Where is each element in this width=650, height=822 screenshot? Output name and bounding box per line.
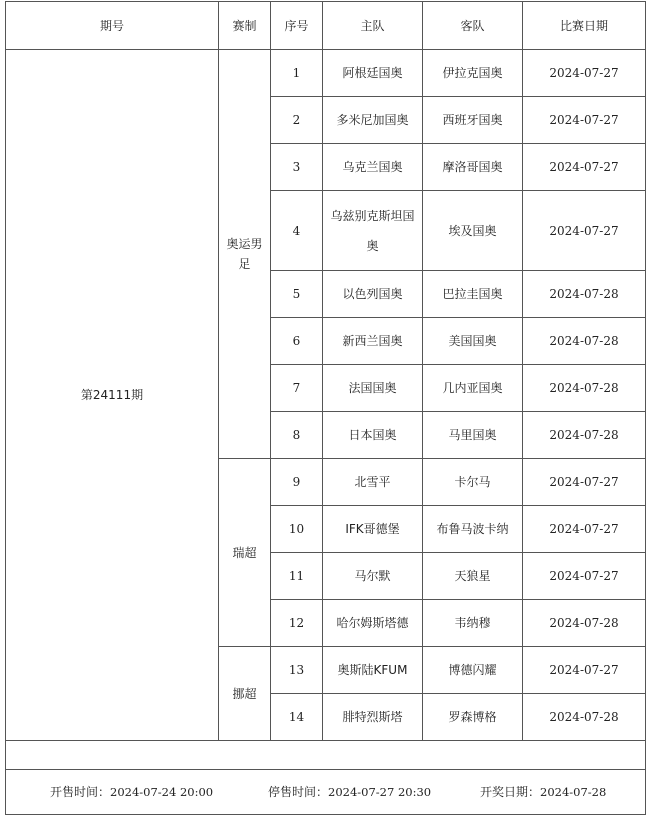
home-team: 法国国奥	[323, 365, 423, 412]
away-team: 埃及国奥	[423, 191, 523, 271]
draw-date-label: 开奖日期：	[480, 785, 541, 799]
home-team: 以色列国奥	[323, 271, 423, 318]
home-team: 阿根廷国奥	[323, 50, 423, 97]
match-date: 2024-07-28	[523, 318, 646, 365]
match-date: 2024-07-28	[523, 412, 646, 459]
away-team: 天狼星	[423, 553, 523, 600]
seq-cell: 11	[271, 553, 323, 600]
header-seq: 序号	[271, 2, 323, 50]
home-team: 多米尼加国奥	[323, 97, 423, 144]
away-team: 韦纳穆	[423, 600, 523, 647]
seq-cell: 14	[271, 694, 323, 741]
seq-cell: 5	[271, 271, 323, 318]
header-row	[6, 2, 646, 50]
header-period: 期号	[6, 2, 219, 50]
competition-olympic	[219, 50, 271, 459]
competition-olympic-label: 奥运男足	[226, 237, 263, 271]
match-date: 2024-07-27	[523, 191, 646, 271]
away-team: 卡尔马	[423, 459, 523, 506]
seq-cell: 6	[271, 318, 323, 365]
home-team: 奥斯陆KFUM	[323, 647, 423, 694]
blank-row	[6, 741, 646, 770]
seq-cell: 9	[271, 459, 323, 506]
period-cell: 第24111期	[6, 50, 219, 741]
match-date: 2024-07-27	[523, 144, 646, 191]
match-date: 2024-07-28	[523, 365, 646, 412]
seq-cell: 3	[271, 144, 323, 191]
header-home: 主队	[323, 2, 423, 50]
away-team: 西班牙国奥	[423, 97, 523, 144]
away-team: 巴拉圭国奥	[423, 271, 523, 318]
match-date: 2024-07-28	[523, 271, 646, 318]
match-date: 2024-07-27	[523, 459, 646, 506]
home-team: 马尔默	[323, 553, 423, 600]
footer-cell	[6, 770, 646, 815]
seq-cell: 1	[271, 50, 323, 97]
sale-start-value: 2024-07-24 20:00	[110, 785, 214, 799]
sale-stop-label: 停售时间：	[268, 785, 329, 799]
away-team: 博德闪耀	[423, 647, 523, 694]
match-date: 2024-07-27	[523, 647, 646, 694]
header-date: 比赛日期	[523, 2, 646, 50]
sale-start	[50, 782, 213, 802]
home-team: 腓特烈斯塔	[323, 694, 423, 741]
sale-start-label: 开售时间：	[50, 785, 111, 799]
seq-cell: 13	[271, 647, 323, 694]
seq-cell: 2	[271, 97, 323, 144]
home-team: 北雪平	[323, 459, 423, 506]
home-team	[323, 191, 423, 271]
away-team: 美国国奥	[423, 318, 523, 365]
away-team: 摩洛哥国奥	[423, 144, 523, 191]
sale-stop-value: 2024-07-27 20:30	[328, 785, 432, 799]
away-team: 布鲁马波卡纳	[423, 506, 523, 553]
home-team: 日本国奥	[323, 412, 423, 459]
header-competition: 赛制	[219, 2, 271, 50]
seq-cell: 10	[271, 506, 323, 553]
competition-norway: 挪超	[219, 647, 271, 741]
match-date: 2024-07-27	[523, 50, 646, 97]
match-date: 2024-07-28	[523, 600, 646, 647]
match-date: 2024-07-27	[523, 506, 646, 553]
table-row	[6, 50, 646, 97]
away-team: 几内亚国奥	[423, 365, 523, 412]
sale-stop	[268, 782, 431, 802]
footer-row	[6, 770, 646, 815]
away-team: 马里国奥	[423, 412, 523, 459]
lottery-schedule-table	[5, 1, 646, 815]
header-away: 客队	[423, 2, 523, 50]
seq-cell: 4	[271, 191, 323, 271]
seq-cell: 7	[271, 365, 323, 412]
away-team: 伊拉克国奥	[423, 50, 523, 97]
competition-swiss: 瑞超	[219, 459, 271, 647]
match-date: 2024-07-28	[523, 694, 646, 741]
away-team: 罗森博格	[423, 694, 523, 741]
match-date: 2024-07-27	[523, 553, 646, 600]
blank-cell	[6, 741, 646, 770]
draw-date-value: 2024-07-28	[540, 785, 607, 799]
home-team: 哈尔姆斯塔德	[323, 600, 423, 647]
seq-cell: 8	[271, 412, 323, 459]
home-team: IFK哥德堡	[323, 506, 423, 553]
home-team: 乌克兰国奥	[323, 144, 423, 191]
home-team-label: 乌兹别克斯坦国奥	[330, 208, 415, 253]
home-team: 新西兰国奥	[323, 318, 423, 365]
match-date: 2024-07-27	[523, 97, 646, 144]
seq-cell: 12	[271, 600, 323, 647]
draw-date	[480, 782, 606, 802]
